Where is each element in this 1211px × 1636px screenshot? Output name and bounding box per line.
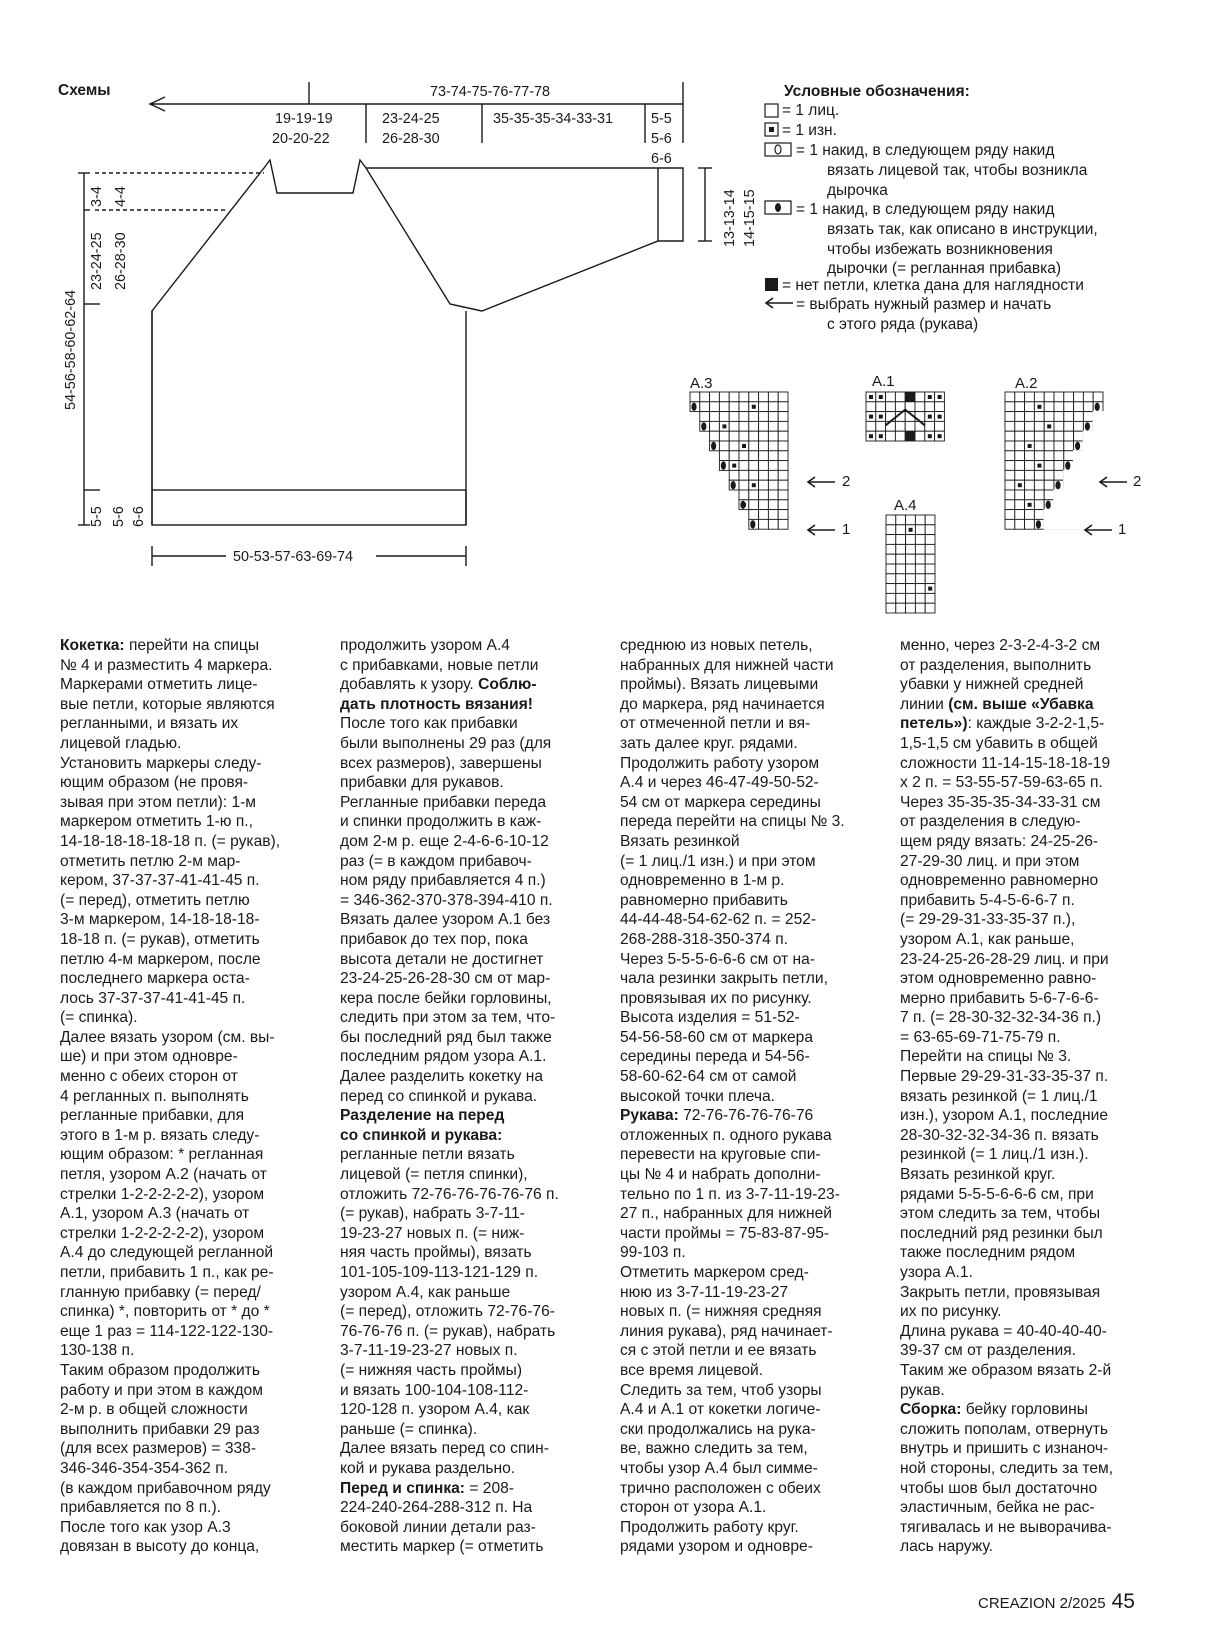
legend-line: = нет петли, клетка дана для наглядности	[782, 277, 1084, 294]
text-line: кой и рукава раздельно.	[340, 1459, 516, 1477]
rib-height-label-1: 5-5	[89, 506, 105, 527]
legend-line: дырочки (= регланная прибавка)	[827, 260, 1062, 277]
text-line: изн.), узором А.1, последние	[900, 1107, 1109, 1125]
sleeve-length-label: 35-35-35-34-33-31	[493, 111, 614, 127]
text-line: Через 5-5-5-6-6-6 см от на-	[620, 950, 816, 968]
chart-a1	[866, 392, 944, 441]
text-line: Разделение на перед	[340, 1107, 505, 1125]
chart-a3-arrow-2-label: 2	[842, 473, 851, 490]
text-line: Отметить маркером сред-	[620, 1264, 809, 1281]
text-line: 101-105-109-113-121-129 п.	[340, 1264, 539, 1281]
text-line: узором А.4, как раньше	[340, 1283, 511, 1301]
sleeve-width-label-1: 13-13-14	[722, 189, 738, 247]
text-line: перевести на круговые спи-	[620, 1146, 821, 1164]
text-line: прибавки для рукавов.	[340, 774, 504, 792]
text-line: петли, прибавить 1 п., как ре-	[60, 1264, 274, 1281]
text-line: прибавляется по 8 п.).	[60, 1499, 221, 1517]
text-line: среднюю из новых петель,	[620, 637, 813, 654]
neck-height-label-2: 4-4	[113, 186, 129, 207]
text-line: продолжить узором А.4	[340, 637, 510, 654]
total-height-label: 54-56-58-60-62-64	[63, 289, 79, 410]
text-line: со спинкой и рукава:	[340, 1126, 503, 1144]
yoke-height-label-1: 23-24-25	[89, 232, 105, 290]
text-line: этом следить за тем, чтобы	[900, 1205, 1101, 1223]
text-line: гланную прибавку (= перед/	[60, 1283, 261, 1301]
text-line: отметить петлю 2-м мар-	[60, 852, 241, 870]
text-line: одновременно равномерно	[900, 872, 1099, 890]
text-line: тягивалась и не выворачива-	[900, 1518, 1112, 1536]
text-line: отложить 72-76-76-76-76-76 п.	[340, 1185, 559, 1203]
text-line: (= 1 лиц./1 изн.) и при этом	[620, 852, 816, 870]
text-line: бы последний ряд был также	[340, 1028, 552, 1046]
total-width-label: 73-74-75-76-77-78	[430, 84, 551, 100]
raglan-width-label-b: 26-28-30	[382, 131, 440, 147]
text-line: еще 1 раз = 114-122-122-130-	[60, 1322, 274, 1340]
text-line: резинкой (= 1 лиц./1 изн.).	[900, 1146, 1089, 1164]
legend-line: вязать так, как описано в инструкции,	[827, 221, 1098, 238]
text-line: (= рукав), набрать 3-7-11-	[340, 1205, 525, 1223]
text-line: выполнить прибавки 29 раз	[60, 1420, 260, 1438]
text-line: кера после бейки горловины,	[340, 989, 552, 1007]
legend-title: Условные обозначения:	[784, 83, 970, 100]
text-line: лицевой (= петля спинки),	[340, 1166, 528, 1184]
text-line: и вязать 100-104-108-112-	[340, 1381, 529, 1399]
text-line: переда перейти на спицы № 3.	[620, 813, 845, 831]
text-line: Перейти на спицы № 3.	[900, 1048, 1072, 1066]
text-line: мерно прибавить 5-6-7-6-6-	[900, 989, 1099, 1007]
text-line: Таким же образом вязать 2-й	[900, 1361, 1112, 1379]
text-line: 224-240-264-288-312 п. На	[340, 1499, 533, 1517]
instructions-column-3	[620, 636, 890, 1557]
sleeve-width-label-2: 14-15-15	[742, 189, 758, 247]
text-line: вязать резинкой (= 1 лиц./1	[900, 1087, 1098, 1105]
text-line: последним рядом узора А.1.	[340, 1048, 547, 1066]
text-line: раньше (= спинка).	[340, 1420, 478, 1438]
neck-width-label-a: 19-19-19	[275, 111, 333, 127]
text-line: Высота изделия = 51-52-	[620, 1009, 800, 1027]
legend-line: = 1 накид, в следующем ряду накид	[796, 142, 1055, 159]
text-line: 346-346-354-354-362 п.	[60, 1459, 228, 1477]
text-line: стрелки 1-2-2-2-2-2), узором	[60, 1185, 265, 1203]
text-line: Первые 29-29-31-33-35-37 п.	[900, 1068, 1109, 1086]
text-line: Далее вязать узором (см. вы-	[60, 1028, 275, 1046]
text-line: последнего маркера оста-	[60, 970, 250, 988]
text-line: 3-м маркером, 14-18-18-18-	[60, 911, 260, 929]
text-line: одновременно в 1-м р.	[620, 872, 785, 890]
text-line: от разделения, выполнить	[900, 656, 1092, 674]
text-line: этом одновременно равно-	[900, 970, 1097, 988]
chart-a4-label: A.4	[894, 497, 917, 514]
text-line: 99-103 п.	[620, 1244, 686, 1262]
text-line: После того как узор А.3	[60, 1518, 231, 1536]
neck-height-label-1: 3-4	[89, 186, 105, 207]
text-line: раз (= в каждом прибавоч-	[340, 852, 532, 870]
text-line: от разделения в следую-	[900, 813, 1081, 831]
text-line: 58-60-62-64 см от самой	[620, 1068, 797, 1086]
text-line: рукав.	[900, 1381, 945, 1399]
page-footer	[978, 1590, 1135, 1614]
text-line: А.1, узором А.3 (начать от	[60, 1205, 250, 1223]
text-line: Следить за тем, чтоб узоры	[620, 1381, 822, 1399]
text-line: № 4 и разместить 4 маркера.	[60, 656, 273, 674]
text-line: Вязать далее узором А.1 без	[340, 911, 551, 929]
instructions-column-2	[340, 636, 610, 1557]
text-line: 27 п., набранных для нижней	[620, 1205, 832, 1223]
text-line: были выполнены 29 раз (для	[340, 734, 552, 752]
text-line: довязан в высоту до конца,	[60, 1538, 260, 1556]
text-line: добавлять к узору. Соблю-	[340, 676, 537, 694]
legend-line: вязать лицевой так, чтобы возникла	[827, 162, 1088, 179]
chart-a3-arrow-1-label: 1	[842, 521, 851, 538]
text-line: Маркерами отметить лице-	[60, 676, 258, 694]
chart-a3-arrow-2	[808, 477, 835, 487]
chart-a3	[690, 392, 788, 529]
text-line: (= спинка).	[60, 1009, 138, 1027]
no-stitch-symbol	[765, 278, 778, 291]
text-line: щем ряду вязать: 24-25-26-	[900, 832, 1099, 850]
yoke-height-label-2: 26-28-30	[113, 232, 129, 290]
text-line: все время лицевой.	[620, 1361, 764, 1379]
text-line: Вязать резинкой	[620, 832, 740, 850]
text-line: ся с этой петли и ее вязать	[620, 1342, 817, 1360]
text-line: от отмеченной петли и вя-	[620, 715, 811, 733]
text-line: 7 п. (= 28-30-32-32-34-36 п.)	[900, 1009, 1102, 1027]
text-line: зать далее круг. рядами.	[620, 734, 798, 752]
text-line: 39-37 см от разделения.	[900, 1342, 1076, 1360]
text-line: эластичным, бейка не рас-	[900, 1499, 1095, 1517]
chart-a2	[1005, 392, 1103, 529]
text-line: внутрь и пришить с изнаноч-	[900, 1440, 1109, 1458]
text-line: с прибавками, новые петли	[340, 656, 539, 674]
body-rib	[152, 490, 466, 525]
text-line: новых п. (= нижняя средняя	[620, 1303, 822, 1321]
text-line: ше) и при этом одновре-	[60, 1048, 238, 1066]
text-line: чтобы шов был достаточно	[900, 1479, 1098, 1497]
text-line: дом 2-м р. еще 2-4-6-6-10-12	[340, 832, 549, 850]
chart-a2-arrow-2	[1100, 477, 1127, 487]
text-line: 27-29-30 лиц. и при этом	[900, 852, 1080, 870]
text-line: (= перед), отметить петлю	[60, 891, 250, 909]
text-line: Перед и спинка: = 208-	[340, 1479, 514, 1497]
text-line: 4 регланных п. выполнять	[60, 1087, 249, 1105]
chart-a3-label: A.3	[690, 375, 713, 392]
text-line: трично расположен с обеих	[620, 1479, 821, 1497]
text-line: спинка) *, повторить от * до *	[60, 1303, 270, 1321]
text-line: х 2 п. = 53-55-57-59-63-65 п.	[900, 774, 1103, 792]
text-line: (= 29-29-31-33-35-37 п.),	[900, 911, 1076, 929]
text-line: их по рисунку.	[900, 1303, 1002, 1321]
chart-a2-label: A.2	[1015, 375, 1038, 392]
text-line: 28-30-32-32-34-36 п. вязать	[900, 1126, 1099, 1144]
text-line: вые петли, которые являются	[60, 695, 275, 713]
text-line: регланные петли вязать	[340, 1146, 515, 1164]
cuff-label-b: 5-6	[651, 131, 672, 147]
text-line: сторон от узора А.1.	[620, 1499, 767, 1517]
text-line: линии (см. выше «Убавка	[900, 695, 1094, 713]
text-line: петля, узором А.2 (начать от	[60, 1166, 267, 1184]
text-line: части проймы = 75-83-87-95-	[620, 1224, 830, 1242]
neck-width-label-b: 20-20-22	[272, 131, 330, 147]
text-line: 268-288-318-350-374 п.	[620, 930, 788, 948]
magazine-issue: CREAZION 2/2025	[978, 1595, 1106, 1612]
text-line: 23-24-25-26-28-30 см от мар-	[340, 970, 551, 988]
text-line: Кокетка: перейти на спицы	[60, 637, 260, 654]
text-line: 44-44-48-54-62-62 п. = 252-	[620, 911, 817, 929]
text-line: лась наружу.	[900, 1538, 993, 1556]
text-line: высокой точки плеча.	[620, 1087, 775, 1105]
legend-line: с этого ряда (рукава)	[827, 316, 979, 333]
text-line: ющим образом: * регланная	[60, 1146, 264, 1164]
text-line: местить маркер (= отметить	[340, 1538, 544, 1556]
text-line: нюю из 3-7-11-19-23-27	[620, 1283, 789, 1301]
text-line: = 346-362-370-378-394-410 п.	[340, 891, 553, 909]
text-line: сложить пополам, отвернуть	[900, 1420, 1108, 1438]
text-line: ной стороны, следить за тем,	[900, 1459, 1114, 1477]
text-line: проймы). Вязать лицевыми	[620, 676, 819, 694]
cuff-label-a: 5-5	[651, 111, 672, 127]
text-line: маркером отметить 1-ю п.,	[60, 813, 253, 831]
text-line: равномерно прибавить	[620, 891, 788, 909]
text-line: прибавок до тех пор, пока	[340, 930, 528, 948]
text-line: ски продолжались на рука-	[620, 1420, 816, 1438]
text-line: и спинки продолжить в каж-	[340, 813, 542, 831]
text-line: отложенных п. одного рукава	[620, 1126, 832, 1144]
page-number: 45	[1111, 1590, 1135, 1613]
text-line: (для всех размеров) = 338-	[60, 1440, 257, 1458]
text-line: Таким образом продолжить	[60, 1361, 260, 1379]
text-line: прибавить 5-4-5-6-6-7 п.	[900, 891, 1075, 909]
chart-a4	[886, 515, 935, 613]
text-line: 19-23-27 новых п. (= ниж-	[340, 1224, 525, 1242]
text-line: Далее разделить кокетку на	[340, 1068, 544, 1086]
text-line: регланные прибавки, для	[60, 1107, 245, 1125]
text-line: Рукава: 72-76-76-76-76-76	[620, 1107, 814, 1125]
instructions-column-4	[900, 636, 1170, 1557]
text-line: перед со спинкой и рукава.	[340, 1087, 538, 1105]
text-line: (= нижняя часть проймы)	[340, 1361, 523, 1379]
text-line: также последним рядом	[900, 1244, 1076, 1262]
text-line: (в каждом прибавочном ряду	[60, 1479, 271, 1497]
text-line: всех размеров), завершены	[340, 754, 542, 772]
text-line: петлю 4-м маркером, после	[60, 950, 261, 968]
text-line: регланными, и вязать их	[60, 715, 239, 733]
text-line: 23-24-25-26-28-29 лиц. и при	[900, 950, 1109, 968]
text-line: 2-м р. в общей сложности	[60, 1401, 248, 1419]
instructions-column-1	[60, 636, 330, 1557]
text-line: кером, 37-37-37-41-41-45 п.	[60, 872, 260, 890]
text-line: Установить маркеры следу-	[60, 754, 262, 772]
text-line: А.4 до следующей регланной	[60, 1244, 274, 1262]
text-line: = 63-65-69-71-75-79 п.	[900, 1028, 1061, 1046]
text-line: узора А.1.	[900, 1264, 973, 1281]
text-line: 14-18-18-18-18-18 п. (= рукав),	[60, 832, 281, 850]
text-line: цы № 4 и набрать дополни-	[620, 1166, 821, 1184]
text-line: работу и при этом в каждом	[60, 1381, 263, 1399]
text-line: ющим образом (не провя-	[60, 774, 249, 792]
text-line: 54 см от маркера середины	[620, 793, 821, 811]
text-line: узором А.1, как раньше,	[900, 930, 1075, 948]
text-line: провязывая их по рисунку.	[620, 989, 812, 1007]
text-line: Сборка: бейку горловины	[900, 1401, 1088, 1419]
legend-line: дырочка	[827, 182, 888, 199]
size-arrow-symbol	[766, 298, 793, 308]
text-line: середины переда и 54-56-	[620, 1048, 810, 1066]
text-line: лицевой гладью.	[60, 734, 182, 752]
text-line: набранных для нижней части	[620, 656, 834, 674]
text-line: линия рукава), ряд начинает-	[620, 1322, 833, 1340]
text-line: Закрыть петли, провязывая	[900, 1283, 1101, 1301]
text-line: А.4 и А.1 от кокетки логиче-	[620, 1401, 821, 1419]
text-line: Регланные прибавки переда	[340, 793, 547, 811]
text-line: высота детали не достигнет	[340, 950, 544, 968]
text-line: ве, важно следить за тем,	[620, 1440, 808, 1458]
text-line: тельно по 1 п. из 3-7-11-19-23-	[620, 1185, 840, 1203]
text-line: рядами 5-5-5-6-6-6 см, при	[900, 1185, 1094, 1203]
text-line: сложности 11-14-15-18-18-19	[900, 754, 1111, 772]
text-line: А.4 и через 46-47-49-50-52-	[620, 774, 819, 792]
chart-a1-label: A.1	[872, 373, 895, 390]
text-line: лось 37-37-37-41-41-45 п.	[60, 989, 246, 1007]
text-line: няя часть проймы), вязать	[340, 1244, 532, 1262]
text-line: 120-128 п. узором А.4, как	[340, 1401, 530, 1419]
text-line: (= перед), отложить 72-76-76-	[340, 1303, 555, 1321]
text-line: Продолжить работу узором	[620, 754, 820, 772]
text-line: до маркера, ряд начинается	[620, 695, 825, 713]
text-line: 1,5-1,5 см убавить в общей	[900, 734, 1098, 752]
text-line: последний ряд резинки был	[900, 1224, 1103, 1242]
text-line: рядами узором и одновре-	[620, 1538, 813, 1556]
text-line: менно, через 2-3-2-4-3-2 см	[900, 637, 1101, 654]
text-line: стрелки 1-2-2-2-2-2), узором	[60, 1224, 265, 1242]
chart-a2-arrow-1-label: 1	[1118, 521, 1127, 538]
text-line: 130-138 п.	[60, 1342, 135, 1360]
text-line: Далее вязать перед со спин-	[340, 1440, 549, 1458]
legend-line: = 1 накид, в следующем ряду накид	[796, 201, 1055, 218]
text-line: боковой линии детали раз-	[340, 1518, 536, 1536]
diagram-title: Схемы	[58, 82, 111, 99]
text-line: Продолжить работу круг.	[620, 1518, 799, 1536]
text-line: ном ряду прибавляется 4 п.)	[340, 872, 546, 890]
rib-height-label-3: 6-6	[131, 506, 147, 527]
text-line: Через 35-35-35-34-33-31 см	[900, 793, 1101, 811]
text-line: Длина рукава = 40-40-40-40-	[900, 1322, 1107, 1340]
text-line: 18-18 п. (= рукав), отметить	[60, 930, 260, 948]
cuff-label-c: 6-6	[651, 151, 672, 167]
chart-a2-arrow-2-label: 2	[1133, 473, 1142, 490]
text-line: убавки у нижней средней	[900, 676, 1084, 694]
text-line: менно с обеих сторон от	[60, 1068, 238, 1086]
text-line: зывая при этом петли): 1-м	[60, 793, 257, 811]
text-line: 76-76-76 п. (= рукав), набрать	[340, 1322, 556, 1340]
body-width-label: 50-53-57-63-69-74	[233, 549, 354, 565]
text-line: чала резинки закрыть петли,	[620, 970, 828, 988]
chart-a3-arrow-1	[808, 525, 835, 535]
text-line: 54-56-58-60 см от маркера	[620, 1028, 814, 1046]
text-line: дать плотность вязания!	[340, 695, 533, 713]
knit-stitch-symbol	[765, 104, 778, 117]
text-line: После того как прибавки	[340, 715, 518, 733]
text-line: этого в 1-м р. вязать следу-	[60, 1126, 260, 1144]
legend-line: = 1 лиц.	[782, 102, 840, 119]
text-line: следить при этом за тем, что-	[340, 1009, 556, 1027]
text-line: Вязать резинкой круг.	[900, 1166, 1056, 1184]
schematic-drawing	[0, 0, 1211, 640]
raglan-width-label-a: 23-24-25	[382, 111, 440, 127]
rib-height-label-2: 5-6	[111, 506, 127, 527]
legend-line: = 1 изн.	[782, 122, 837, 139]
legend-line: = выбрать нужный размер и начать	[796, 296, 1052, 313]
text-line: чтобы узор А.4 был симме-	[620, 1459, 818, 1477]
text-line: 3-7-11-19-23-27 новых п.	[340, 1342, 518, 1360]
text-line: петель»): каждые 3-2-2-1,5-	[900, 715, 1105, 733]
legend-line: чтобы избежать возникновения	[827, 241, 1053, 258]
